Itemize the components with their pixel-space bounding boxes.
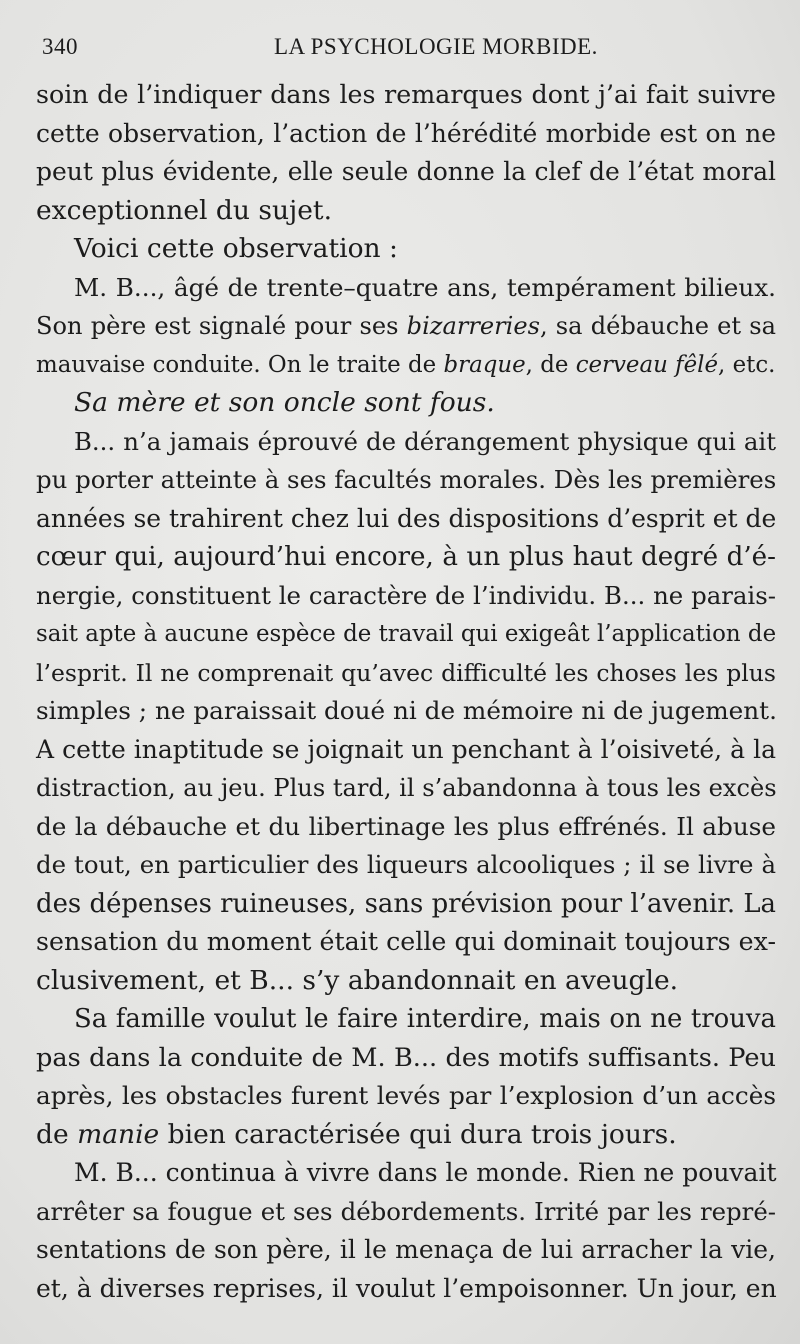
text-line: [36, 615, 776, 654]
text-line: [36, 346, 776, 385]
text-line: [36, 1193, 776, 1232]
text-line: [36, 115, 776, 154]
text-line: [36, 885, 776, 924]
text-segment: Sa famille voulut le faire interdire, mais on ne trouva: [74, 1004, 776, 1034]
text-line: [36, 500, 776, 539]
text-segment: pu porter atteinte à ses facultés morales. Dès les premières: [36, 465, 777, 494]
text-segment: Voici cette observation :: [74, 233, 398, 264]
text-line: [36, 923, 776, 962]
italic-text: cerveau fêlé: [575, 351, 719, 378]
text-line: [36, 846, 776, 885]
page-number: 340: [42, 34, 78, 59]
text-line: [36, 1039, 776, 1078]
text-line: [36, 1077, 776, 1116]
text-segment: des dépenses ruineuses, sans prévision pour l’avenir. La: [36, 888, 776, 919]
text-segment: sensation du moment était celle qui dominait toujours ex-: [36, 927, 776, 956]
text-segment: cœur qui, aujourd’hui encore, à un plus haut degré d’é-: [36, 542, 776, 572]
text-segment: de tout, en particulier des liqueurs alcooliques ; il se livre à: [36, 850, 776, 879]
text-line: [36, 654, 776, 693]
text-line: [36, 384, 776, 423]
text-segment: M. B... continua à vivre dans le monde. Rien ne pouvait: [74, 1158, 777, 1187]
text-segment: bien caractérisée qui dura trois jours.: [159, 1118, 677, 1150]
text-line: [36, 1000, 776, 1039]
text-segment: années se trahirent chez lui des dispositions d’esprit et de: [36, 503, 777, 533]
text-segment: peut plus évidente, elle seule donne la clef de l’état moral: [36, 157, 776, 186]
text-segment: et, à diverses reprises, il voulut l’empoisonner. Un jour, en: [36, 1273, 777, 1303]
page-header: [42, 34, 782, 74]
text-line: [36, 230, 776, 269]
text-segment: sentations de son père, il le menaça de lui arracher la vie,: [36, 1235, 776, 1264]
text-segment: de: [36, 1118, 78, 1150]
text-line: [36, 423, 776, 462]
text-line: [36, 192, 776, 231]
text-line: [36, 769, 776, 808]
text-line: [36, 1116, 776, 1155]
text-segment: l’esprit. Il ne comprenait qu’avec difficulté les choses les plus: [36, 658, 776, 687]
text-segment: , sa débauche et sa: [539, 312, 776, 340]
text-line: [36, 962, 776, 1001]
text-line: [36, 307, 776, 346]
text-segment: mauvaise conduite. On le traite de: [36, 351, 444, 378]
running-title: LA PSYCHOLOGIE MORBIDE.: [274, 34, 598, 59]
text-line: [36, 461, 776, 500]
text-segment: soin de l’indiquer dans les remarques dont j’ai fait suivre: [36, 80, 776, 109]
italic-text: bizarreries: [406, 312, 540, 340]
text-line: [36, 269, 776, 308]
text-segment: Son père est signalé pour ses: [36, 312, 407, 340]
text-segment: B... n’a jamais éprouvé de dérangement physique qui ait: [74, 426, 776, 456]
text-segment: nergie, constituent le caractère de l’individu. B... ne parais-: [36, 580, 776, 610]
text-line: [36, 1270, 776, 1309]
text-segment: , etc.: [718, 351, 776, 378]
text-line: [36, 577, 776, 616]
text-line: [36, 731, 776, 770]
body-text: [36, 76, 776, 1308]
text-line: [36, 1231, 776, 1270]
text-line: [36, 692, 776, 731]
text-line: [36, 538, 776, 577]
text-segment: arrêter sa fougue et ses débordements. Irrité par les repré-: [36, 1196, 776, 1226]
text-segment: après, les obstacles furent levés par l’explosion d’un accès: [36, 1081, 776, 1110]
text-segment: sait apte à aucune espèce de travail qui exigeât l’application de: [36, 621, 777, 647]
italic-text: manie: [77, 1118, 160, 1150]
text-segment: de la débauche et du libertinage les plus effrénés. Il abuse: [36, 811, 776, 841]
text-line: [36, 76, 776, 115]
italic-text: Sa mère et son oncle sont fous.: [74, 387, 495, 418]
text-segment: simples ; ne paraissait doué ni de mémoire ni de jugement.: [36, 696, 777, 725]
text-line: [36, 808, 776, 847]
text-segment: exceptionnel du sujet.: [36, 194, 333, 226]
text-segment: , de: [525, 351, 576, 378]
italic-text: braque: [443, 351, 526, 378]
text-line: [36, 153, 776, 192]
text-segment: cette observation, l’action de l’hérédité morbide est on ne: [36, 118, 776, 148]
text-segment: M. B..., âgé de trente–quatre ans, tempérament bilieux.: [74, 272, 776, 302]
text-segment: A cette inaptitude se joignait un penchant à l’oisiveté, à la: [36, 734, 776, 764]
text-segment: distraction, au jeu. Plus tard, il s’abandonna à tous les excès: [36, 774, 777, 802]
text-line: [36, 1154, 776, 1193]
text-segment: clusivement, et B... s’y abandonnait en aveugle.: [36, 964, 679, 996]
text-segment: pas dans la conduite de M. B... des motifs suffisants. Peu: [36, 1042, 776, 1073]
